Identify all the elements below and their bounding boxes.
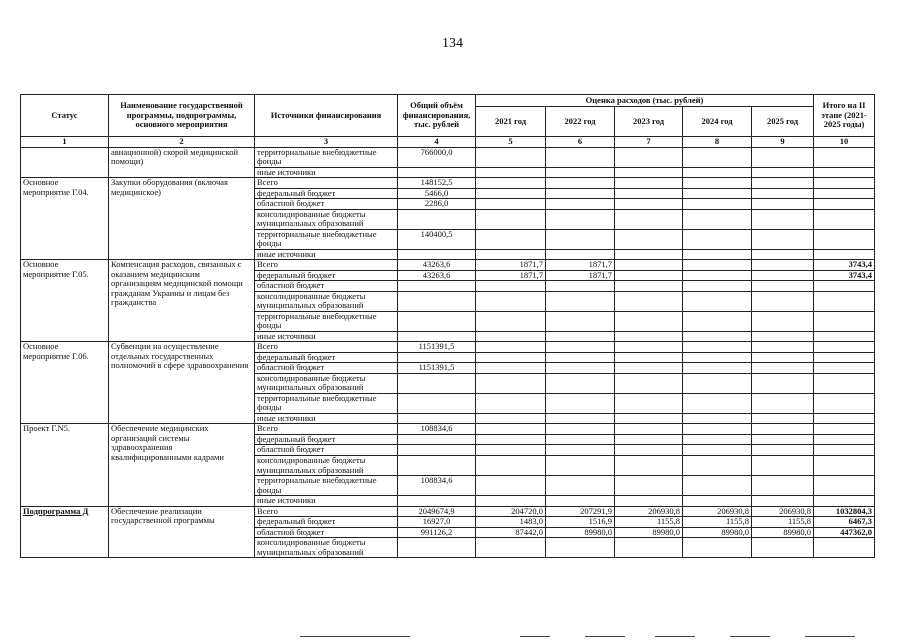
funding-source: областной бюджет bbox=[255, 527, 398, 538]
row-status bbox=[21, 147, 109, 178]
table-row bbox=[21, 342, 875, 353]
value-sum bbox=[814, 167, 875, 178]
value-y2022 bbox=[546, 229, 615, 249]
funding-source: федеральный бюджет bbox=[255, 270, 398, 281]
value-y2025 bbox=[752, 413, 814, 424]
budget-table bbox=[20, 94, 875, 558]
value-y2023 bbox=[615, 167, 683, 178]
value-sum bbox=[814, 188, 875, 199]
funding-source: консолидированные бюджеты муниципальных образований bbox=[255, 291, 398, 311]
value-y2022: 207291,9 bbox=[546, 506, 615, 517]
value-y2021 bbox=[476, 445, 546, 456]
table-row bbox=[21, 260, 875, 271]
value-sum bbox=[814, 281, 875, 292]
value-sum bbox=[814, 291, 875, 311]
value-y2021 bbox=[476, 413, 546, 424]
value-y2023 bbox=[615, 363, 683, 374]
funding-source: иные источники bbox=[255, 331, 398, 342]
value-y2025 bbox=[752, 178, 814, 189]
value-y2021 bbox=[476, 281, 546, 292]
value-y2024 bbox=[683, 434, 752, 445]
value-y2022 bbox=[546, 538, 615, 558]
value-y2025 bbox=[752, 311, 814, 331]
value-sum bbox=[814, 393, 875, 413]
value-y2021 bbox=[476, 188, 546, 199]
value-y2025 bbox=[752, 331, 814, 342]
value-y2021 bbox=[476, 167, 546, 178]
value-y2023 bbox=[615, 373, 683, 393]
header-2022: 2022 год bbox=[546, 107, 615, 137]
value-y2024 bbox=[683, 281, 752, 292]
value-y2024 bbox=[683, 393, 752, 413]
value-y2023 bbox=[615, 352, 683, 363]
page-number: 134 bbox=[442, 36, 463, 51]
row-name: Субвенции на осуществление отдельных государственных полномочий в сфере здравоохранения bbox=[109, 342, 255, 424]
column-number-row bbox=[21, 137, 875, 148]
header-status: Статус bbox=[21, 95, 109, 137]
funding-source: территориальные внебюджетные фонды bbox=[255, 393, 398, 413]
footer-rule bbox=[805, 636, 855, 637]
funding-source: Всего bbox=[255, 424, 398, 435]
value-sum bbox=[814, 424, 875, 435]
value-y2024 bbox=[683, 331, 752, 342]
value-y2022 bbox=[546, 413, 615, 424]
column-number: 3 bbox=[255, 137, 398, 148]
value-y2021 bbox=[476, 363, 546, 374]
value-y2022 bbox=[546, 331, 615, 342]
value-y2021 bbox=[476, 229, 546, 249]
value-total bbox=[398, 311, 476, 331]
funding-source: консолидированные бюджеты муниципальных образований bbox=[255, 209, 398, 229]
funding-source: федеральный бюджет bbox=[255, 434, 398, 445]
value-y2021 bbox=[476, 178, 546, 189]
funding-source: территориальные внебюджетные фонды bbox=[255, 147, 398, 167]
funding-source: областной бюджет bbox=[255, 281, 398, 292]
footer-rule bbox=[585, 636, 625, 637]
value-y2021 bbox=[476, 455, 546, 475]
value-total: 1151391,5 bbox=[398, 363, 476, 374]
value-y2022 bbox=[546, 455, 615, 475]
value-y2023 bbox=[615, 291, 683, 311]
header-2023: 2023 год bbox=[615, 107, 683, 137]
value-sum bbox=[814, 342, 875, 353]
value-y2025 bbox=[752, 476, 814, 496]
funding-source: областной бюджет bbox=[255, 363, 398, 374]
value-y2021: 87442,0 bbox=[476, 527, 546, 538]
table-row bbox=[21, 178, 875, 189]
row-name: Обеспечение реализации государственной программы bbox=[109, 506, 255, 558]
value-y2023: 89980,0 bbox=[615, 527, 683, 538]
footer-rule bbox=[300, 636, 410, 637]
value-y2024 bbox=[683, 178, 752, 189]
value-total bbox=[398, 538, 476, 558]
funding-source: Всего bbox=[255, 260, 398, 271]
value-y2022 bbox=[546, 311, 615, 331]
value-y2025 bbox=[752, 188, 814, 199]
value-y2023 bbox=[615, 209, 683, 229]
value-y2025 bbox=[752, 393, 814, 413]
value-total: 43263,6 bbox=[398, 270, 476, 281]
value-total: 140400,5 bbox=[398, 229, 476, 249]
value-y2025 bbox=[752, 167, 814, 178]
value-y2023 bbox=[615, 445, 683, 456]
value-y2023 bbox=[615, 229, 683, 249]
value-y2021 bbox=[476, 199, 546, 210]
value-y2025 bbox=[752, 455, 814, 475]
row-status: Подпрограмма Д bbox=[21, 506, 109, 558]
value-y2021 bbox=[476, 249, 546, 260]
value-y2022 bbox=[546, 424, 615, 435]
value-y2022: 1871,7 bbox=[546, 260, 615, 271]
value-y2024 bbox=[683, 188, 752, 199]
value-y2021: 204720,0 bbox=[476, 506, 546, 517]
value-y2024: 206930,8 bbox=[683, 506, 752, 517]
value-y2021: 1871,7 bbox=[476, 270, 546, 281]
funding-source: территориальные внебюджетные фонды bbox=[255, 311, 398, 331]
value-y2025 bbox=[752, 342, 814, 353]
value-y2022 bbox=[546, 476, 615, 496]
value-total: 148152,5 bbox=[398, 178, 476, 189]
value-y2022 bbox=[546, 188, 615, 199]
value-y2022 bbox=[546, 434, 615, 445]
value-y2023 bbox=[615, 270, 683, 281]
funding-source: консолидированные бюджеты муниципальных образований bbox=[255, 373, 398, 393]
column-number: 1 bbox=[21, 137, 109, 148]
value-sum bbox=[814, 311, 875, 331]
value-y2021 bbox=[476, 331, 546, 342]
footer-rule bbox=[655, 636, 695, 637]
value-y2024 bbox=[683, 311, 752, 331]
value-y2021 bbox=[476, 373, 546, 393]
value-y2025: 89980,0 bbox=[752, 527, 814, 538]
column-number: 8 bbox=[683, 137, 752, 148]
value-y2025 bbox=[752, 291, 814, 311]
row-name: Обеспечение медицинских организаций системы здравоохранения квалифицированными кадрами bbox=[109, 424, 255, 506]
funding-source: Всего bbox=[255, 178, 398, 189]
value-total: 2286,0 bbox=[398, 199, 476, 210]
value-total: 991126,2 bbox=[398, 527, 476, 538]
value-y2022 bbox=[546, 393, 615, 413]
value-total bbox=[398, 393, 476, 413]
value-y2024 bbox=[683, 342, 752, 353]
value-y2025 bbox=[752, 363, 814, 374]
value-y2022: 1871,7 bbox=[546, 270, 615, 281]
value-y2023 bbox=[615, 178, 683, 189]
value-total: 108834,6 bbox=[398, 476, 476, 496]
value-total bbox=[398, 331, 476, 342]
column-number: 5 bbox=[476, 137, 546, 148]
value-y2022 bbox=[546, 167, 615, 178]
value-y2022 bbox=[546, 342, 615, 353]
header-name: Наименование государственной программы, подпрограммы, основного мероприятия bbox=[109, 95, 255, 137]
value-y2022 bbox=[546, 281, 615, 292]
value-y2024 bbox=[683, 270, 752, 281]
funding-source: Всего bbox=[255, 342, 398, 353]
value-y2025 bbox=[752, 281, 814, 292]
value-y2021 bbox=[476, 352, 546, 363]
column-number: 10 bbox=[814, 137, 875, 148]
value-y2025 bbox=[752, 209, 814, 229]
value-total: 5466,0 bbox=[398, 188, 476, 199]
value-sum bbox=[814, 363, 875, 374]
value-y2024 bbox=[683, 147, 752, 167]
value-sum bbox=[814, 229, 875, 249]
column-number: 6 bbox=[546, 137, 615, 148]
value-y2022 bbox=[546, 363, 615, 374]
value-total: 1151391,5 bbox=[398, 342, 476, 353]
value-y2023 bbox=[615, 434, 683, 445]
value-y2021 bbox=[476, 209, 546, 229]
value-y2021 bbox=[476, 311, 546, 331]
value-sum: 3743,4 bbox=[814, 270, 875, 281]
header-stage-total: Итого на II этапе (2021-2025 годы) bbox=[814, 95, 875, 137]
value-y2022 bbox=[546, 178, 615, 189]
header-2025: 2025 год bbox=[752, 107, 814, 137]
table-row bbox=[21, 424, 875, 435]
value-y2021 bbox=[476, 147, 546, 167]
value-y2025 bbox=[752, 229, 814, 249]
funding-source: иные источники bbox=[255, 413, 398, 424]
value-y2025 bbox=[752, 270, 814, 281]
value-y2023 bbox=[615, 311, 683, 331]
funding-source: областной бюджет bbox=[255, 445, 398, 456]
value-sum bbox=[814, 455, 875, 475]
funding-source: консолидированные бюджеты муниципальных образований bbox=[255, 455, 398, 475]
value-y2025 bbox=[752, 424, 814, 435]
value-y2025 bbox=[752, 496, 814, 507]
column-number: 9 bbox=[752, 137, 814, 148]
funding-source: иные источники bbox=[255, 496, 398, 507]
value-y2022: 1516,9 bbox=[546, 517, 615, 528]
value-y2023 bbox=[615, 281, 683, 292]
value-total bbox=[398, 352, 476, 363]
value-sum: 3743,4 bbox=[814, 260, 875, 271]
funding-source: областной бюджет bbox=[255, 199, 398, 210]
value-sum bbox=[814, 413, 875, 424]
value-y2023 bbox=[615, 188, 683, 199]
value-y2021 bbox=[476, 393, 546, 413]
value-total: 108834,6 bbox=[398, 424, 476, 435]
value-y2021 bbox=[476, 291, 546, 311]
value-y2024 bbox=[683, 260, 752, 271]
value-y2021 bbox=[476, 424, 546, 435]
value-y2024: 1155,8 bbox=[683, 517, 752, 528]
value-y2021 bbox=[476, 342, 546, 353]
value-y2025 bbox=[752, 147, 814, 167]
value-total bbox=[398, 496, 476, 507]
value-y2021: 1483,0 bbox=[476, 517, 546, 528]
row-name: авиационной) скорой медицинской помощи) bbox=[109, 147, 255, 178]
header-source: Источники финансирования bbox=[255, 95, 398, 137]
value-y2025 bbox=[752, 434, 814, 445]
value-y2023 bbox=[615, 249, 683, 260]
value-y2025 bbox=[752, 199, 814, 210]
value-total bbox=[398, 167, 476, 178]
value-y2024 bbox=[683, 445, 752, 456]
row-name: Закупки оборудования (включая медицинское) bbox=[109, 178, 255, 260]
value-y2025 bbox=[752, 352, 814, 363]
row-status: Основное мероприятие Г.04. bbox=[21, 178, 109, 260]
value-y2025 bbox=[752, 249, 814, 260]
value-y2023 bbox=[615, 455, 683, 475]
value-y2022 bbox=[546, 373, 615, 393]
funding-source: федеральный бюджет bbox=[255, 517, 398, 528]
value-sum bbox=[814, 352, 875, 363]
value-y2024 bbox=[683, 199, 752, 210]
value-y2023 bbox=[615, 147, 683, 167]
header-total: Общий объём финансирования, тыс. рублей bbox=[398, 95, 476, 137]
funding-source: территориальные внебюджетные фонды bbox=[255, 229, 398, 249]
value-y2023 bbox=[615, 413, 683, 424]
value-y2022 bbox=[546, 199, 615, 210]
value-total bbox=[398, 445, 476, 456]
value-y2024 bbox=[683, 496, 752, 507]
value-y2022 bbox=[546, 147, 615, 167]
value-y2023: 1155,8 bbox=[615, 517, 683, 528]
column-number: 4 bbox=[398, 137, 476, 148]
value-y2021 bbox=[476, 496, 546, 507]
value-y2024 bbox=[683, 209, 752, 229]
value-y2024 bbox=[683, 229, 752, 249]
value-y2021 bbox=[476, 538, 546, 558]
value-y2025 bbox=[752, 260, 814, 271]
value-y2024: 89980,0 bbox=[683, 527, 752, 538]
value-sum bbox=[814, 373, 875, 393]
value-y2024 bbox=[683, 455, 752, 475]
value-y2022 bbox=[546, 352, 615, 363]
value-y2023 bbox=[615, 424, 683, 435]
value-y2024 bbox=[683, 249, 752, 260]
value-total bbox=[398, 249, 476, 260]
value-y2022 bbox=[546, 209, 615, 229]
funding-source: территориальные внебюджетные фонды bbox=[255, 476, 398, 496]
value-sum bbox=[814, 199, 875, 210]
funding-source: иные источники bbox=[255, 167, 398, 178]
value-y2022 bbox=[546, 249, 615, 260]
value-y2024 bbox=[683, 167, 752, 178]
value-y2025: 206930,8 bbox=[752, 506, 814, 517]
value-total bbox=[398, 455, 476, 475]
value-sum bbox=[814, 178, 875, 189]
header-2021: 2021 год bbox=[476, 107, 546, 137]
value-sum bbox=[814, 496, 875, 507]
value-y2023 bbox=[615, 342, 683, 353]
value-y2023 bbox=[615, 538, 683, 558]
value-y2023 bbox=[615, 496, 683, 507]
column-number: 7 bbox=[615, 137, 683, 148]
table-row bbox=[21, 147, 875, 167]
value-y2024 bbox=[683, 363, 752, 374]
funding-source: иные источники bbox=[255, 249, 398, 260]
value-y2025 bbox=[752, 445, 814, 456]
value-sum: 1032804,3 bbox=[814, 506, 875, 517]
value-sum bbox=[814, 147, 875, 167]
header-estimate: Оценка расходов (тыс. рублей) bbox=[476, 95, 814, 107]
value-sum bbox=[814, 476, 875, 496]
value-sum bbox=[814, 331, 875, 342]
value-sum bbox=[814, 538, 875, 558]
value-y2024 bbox=[683, 291, 752, 311]
value-y2025: 1155,8 bbox=[752, 517, 814, 528]
value-sum bbox=[814, 209, 875, 229]
funding-source: консолидированные бюджеты муниципальных образований bbox=[255, 538, 398, 558]
value-total bbox=[398, 434, 476, 445]
value-total bbox=[398, 291, 476, 311]
row-name: Компенсация расходов, связанных с оказанием медицинским организациям медицинской помощи гражданам Украины и лицам без гражданства bbox=[109, 260, 255, 342]
value-y2023: 206930,8 bbox=[615, 506, 683, 517]
value-y2021: 1871,7 bbox=[476, 260, 546, 271]
value-y2024 bbox=[683, 538, 752, 558]
value-total bbox=[398, 413, 476, 424]
value-y2025 bbox=[752, 538, 814, 558]
value-total: 766000,0 bbox=[398, 147, 476, 167]
column-number: 2 bbox=[109, 137, 255, 148]
header-2024: 2024 год bbox=[683, 107, 752, 137]
value-y2022: 89980,0 bbox=[546, 527, 615, 538]
value-total: 2049674,9 bbox=[398, 506, 476, 517]
value-y2021 bbox=[476, 434, 546, 445]
funding-source: Всего bbox=[255, 506, 398, 517]
value-sum: 6467,3 bbox=[814, 517, 875, 528]
value-y2022 bbox=[546, 291, 615, 311]
value-y2024 bbox=[683, 352, 752, 363]
value-total: 16927,0 bbox=[398, 517, 476, 528]
value-total: 43263,6 bbox=[398, 260, 476, 271]
value-sum bbox=[814, 445, 875, 456]
value-y2024 bbox=[683, 413, 752, 424]
value-y2023 bbox=[615, 476, 683, 496]
value-total bbox=[398, 281, 476, 292]
value-y2024 bbox=[683, 373, 752, 393]
value-sum bbox=[814, 249, 875, 260]
value-y2025 bbox=[752, 373, 814, 393]
value-y2024 bbox=[683, 424, 752, 435]
value-total bbox=[398, 373, 476, 393]
value-y2023 bbox=[615, 260, 683, 271]
table-row bbox=[21, 506, 875, 517]
value-total bbox=[398, 209, 476, 229]
value-y2023 bbox=[615, 393, 683, 413]
row-status: Основное мероприятие Г.05. bbox=[21, 260, 109, 342]
value-sum bbox=[814, 434, 875, 445]
value-y2022 bbox=[546, 496, 615, 507]
value-y2023 bbox=[615, 331, 683, 342]
value-y2024 bbox=[683, 476, 752, 496]
value-sum: 447362,0 bbox=[814, 527, 875, 538]
funding-source: федеральный бюджет bbox=[255, 188, 398, 199]
funding-source: федеральный бюджет bbox=[255, 352, 398, 363]
value-y2023 bbox=[615, 199, 683, 210]
row-status: Основное мероприятие Г.06. bbox=[21, 342, 109, 424]
value-y2022 bbox=[546, 445, 615, 456]
footer-rule bbox=[730, 636, 770, 637]
value-y2021 bbox=[476, 476, 546, 496]
row-status: Проект Г.N5. bbox=[21, 424, 109, 506]
footer-rule bbox=[520, 636, 550, 637]
